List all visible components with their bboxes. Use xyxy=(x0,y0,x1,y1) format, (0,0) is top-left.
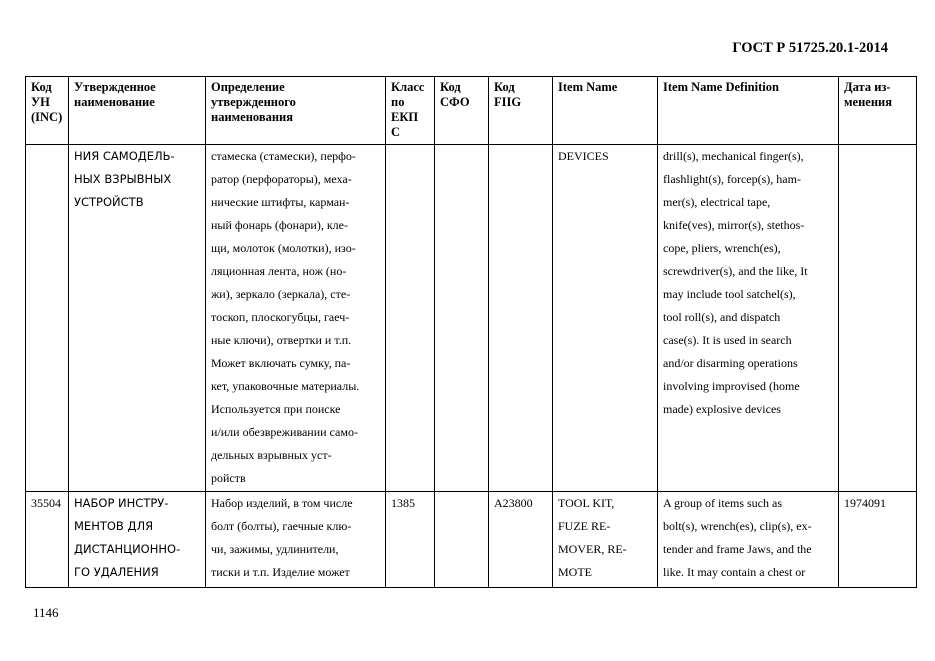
table-row xyxy=(26,145,917,492)
text-line: Item Name Definition xyxy=(663,80,779,94)
text-line: involving improvised (home xyxy=(663,379,800,393)
text-line: кет, упаковочные материалы. xyxy=(211,379,360,393)
cell-sfo-code xyxy=(435,492,489,588)
text-line: НАБОР ИНСТРУ- xyxy=(74,496,169,510)
text-line: СФО xyxy=(440,95,470,109)
text-line: ляционная лента, нож (но- xyxy=(211,264,347,278)
text-line: Дата из- xyxy=(844,80,891,94)
col-header-change-date xyxy=(839,77,917,145)
text-line: 35504 xyxy=(31,496,61,510)
text-line: дельных взрывных уст- xyxy=(211,448,332,462)
col-header-inc xyxy=(26,77,69,145)
text-line: flashlight(s), forcep(s), ham- xyxy=(663,172,801,186)
text-line: tender and frame Jaws, and the xyxy=(663,542,812,556)
text-line: чи, зажимы, удлинители, xyxy=(211,542,339,556)
text-line: A23800 xyxy=(494,496,533,510)
text-line: МЕНТОВ ДЛЯ xyxy=(74,519,154,533)
text-line: knife(ves), mirror(s), stethos- xyxy=(663,218,805,232)
text-line: and/or disarming operations xyxy=(663,356,798,370)
text-line: Код xyxy=(440,80,461,94)
col-header-fiig-code xyxy=(489,77,553,145)
text-line: Набор изделий, в том числе xyxy=(211,496,353,510)
text-line: 1974091 xyxy=(844,496,886,510)
cell-item-name xyxy=(553,145,658,492)
text-line: УН xyxy=(31,95,50,109)
col-header-item-name xyxy=(553,77,658,145)
text-line: mer(s), electrical tape, xyxy=(663,195,771,209)
text-line: щи, молоток (молотки), изо- xyxy=(211,241,356,255)
text-line: наименования xyxy=(211,110,294,124)
text-line: DEVICES xyxy=(558,149,609,163)
text-line: нические штифты, карман- xyxy=(211,195,350,209)
text-line: case(s). It is used in search xyxy=(663,333,792,347)
text-line: и/или обезвреживании само- xyxy=(211,425,358,439)
text-line: Утвержденное xyxy=(74,80,156,94)
col-header-definition-ru xyxy=(206,77,386,145)
text-line: УСТРОЙСТВ xyxy=(74,195,144,209)
cell-definition-ru xyxy=(206,492,386,588)
text-line: FIIG xyxy=(494,95,522,109)
cell-item-name xyxy=(553,492,658,588)
col-header-name-ru xyxy=(69,77,206,145)
text-line: MOVER, RE- xyxy=(558,542,627,556)
text-line: утвержденного xyxy=(211,95,296,109)
text-line: ГО УДАЛЕНИЯ xyxy=(74,565,159,579)
text-line: Определение xyxy=(211,80,285,94)
cell-name-ru xyxy=(69,492,206,588)
col-header-sfo-code xyxy=(435,77,489,145)
text-line: FUZE RE- xyxy=(558,519,611,533)
nomenclature-table xyxy=(25,76,917,588)
text-line: Используется при поиске xyxy=(211,402,341,416)
cell-ekp-class xyxy=(386,145,435,492)
table-header-row xyxy=(26,77,917,145)
text-line: (INC) xyxy=(31,110,63,124)
text-line: Item Name xyxy=(558,80,618,94)
text-line: НЫХ ВЗРЫВНЫХ xyxy=(74,172,172,186)
text-line: ратор (перфораторы), меха- xyxy=(211,172,352,186)
text-line: Код xyxy=(494,80,515,94)
col-header-item-definition xyxy=(658,77,839,145)
text-line: MOTE xyxy=(558,565,592,579)
text-line: ДИСТАНЦИОННО- xyxy=(74,542,181,556)
text-line: Класс xyxy=(391,80,425,94)
text-line: наименование xyxy=(74,95,155,109)
cell-definition-ru xyxy=(206,145,386,492)
cell-fiig-code xyxy=(489,492,553,588)
text-line: менения xyxy=(844,95,892,109)
text-line: made) explosive devices xyxy=(663,402,781,416)
text-line: tool roll(s), and dispatch xyxy=(663,310,781,324)
text-line: may include tool satchel(s), xyxy=(663,287,796,301)
text-line: жи), зеркало (зеркала), сте- xyxy=(211,287,351,301)
text-line: ЕКП xyxy=(391,110,419,124)
text-line: screwdriver(s), and the like, It xyxy=(663,264,808,278)
text-line: Код xyxy=(31,80,52,94)
cell-name-ru xyxy=(69,145,206,492)
text-line: like. It may contain a chest or xyxy=(663,565,806,579)
text-line: С xyxy=(391,125,401,139)
col-header-ekp-class xyxy=(386,77,435,145)
text-line: стамеска (стамески), перфо- xyxy=(211,149,356,163)
text-line: ные ключи), отвертки и т.п. xyxy=(211,333,352,347)
text-line: тоскоп, плоскогубцы, гаеч- xyxy=(211,310,350,324)
text-line: НИЯ САМОДЕЛЬ- xyxy=(74,149,175,163)
text-line: ройств xyxy=(211,471,246,485)
cell-sfo-code xyxy=(435,145,489,492)
text-line: 1385 xyxy=(391,496,415,510)
text-line: cope, pliers, wrench(es), xyxy=(663,241,781,255)
cell-item-definition xyxy=(658,145,839,492)
text-line: болт (болты), гаечные клю- xyxy=(211,519,352,533)
text-line: Может включать сумку, па- xyxy=(211,356,351,370)
cell-item-definition xyxy=(658,492,839,588)
cell-change-date xyxy=(839,492,917,588)
text-line: тиски и т.п. Изделие может xyxy=(211,565,350,579)
text-line: A group of items such as xyxy=(663,496,782,510)
cell-change-date xyxy=(839,145,917,492)
table-row xyxy=(26,492,917,588)
page-number: 1146 xyxy=(33,605,59,620)
text-line: drill(s), mechanical finger(s), xyxy=(663,149,804,163)
text-line: TOOL KIT, xyxy=(558,496,615,510)
cell-inc xyxy=(26,145,69,492)
cell-fiig-code xyxy=(489,145,553,492)
cell-inc xyxy=(26,492,69,588)
text-line: ный фонарь (фонари), кле- xyxy=(211,218,348,232)
cell-ekp-class xyxy=(386,492,435,588)
text-line: bolt(s), wrench(es), clip(s), ex- xyxy=(663,519,812,533)
document-standard-header: ГОСТ Р 51725.20.1-2014 xyxy=(732,40,888,56)
text-line: по xyxy=(391,95,405,109)
